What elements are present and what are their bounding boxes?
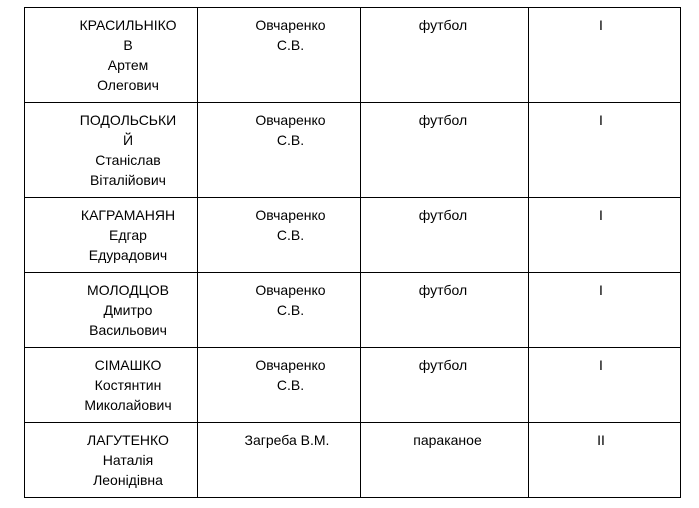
sport-cell — [361, 423, 529, 498]
coach-name-line: С.В. — [276, 132, 305, 148]
sport-cell — [361, 348, 529, 423]
rank-cell — [529, 198, 681, 273]
table-row — [25, 273, 681, 348]
athlete-name-line: КАГРАМАНЯН — [80, 207, 176, 223]
athlete-name-line: Васильович — [89, 322, 167, 338]
athlete-name-cell — [25, 423, 198, 498]
athlete-name-line: МОЛОДЦОВ — [87, 282, 169, 298]
rank-cell — [529, 423, 681, 498]
athlete-name-line: Едурадович — [88, 247, 168, 263]
coach-cell — [198, 273, 361, 348]
rank-label: I — [599, 282, 603, 298]
sport-cell — [361, 8, 529, 103]
table-row — [25, 348, 681, 423]
athlete-name-line: Віталійович — [90, 172, 166, 188]
rank-label: II — [597, 432, 605, 448]
athlete-name-line: КРАСИЛЬНІКО — [79, 17, 177, 33]
coach-name-line: С.В. — [276, 227, 305, 243]
athlete-name-line: Едгар — [109, 227, 147, 243]
athlete-name-line: Костянтин — [94, 377, 162, 393]
athlete-name-cell — [25, 348, 198, 423]
athlete-name-line: Станіслав — [95, 152, 161, 168]
sport-label: футбол — [418, 357, 468, 373]
rank-label: I — [599, 17, 603, 33]
athlete-name-line: ЛАГУТЕНКО — [87, 432, 169, 448]
sport-label: футбол — [418, 282, 468, 298]
coach-cell — [198, 198, 361, 273]
athletes-table — [24, 7, 681, 498]
coach-name-line: Овчаренко — [255, 207, 326, 223]
rank-cell — [529, 103, 681, 198]
athlete-name-line: Миколайович — [84, 397, 172, 413]
athlete-name-cell — [25, 198, 198, 273]
sport-label: футбол — [418, 207, 468, 223]
coach-name-line: Овчаренко — [255, 17, 326, 33]
athlete-name-line: СІМАШКО — [94, 357, 162, 373]
athlete-name-line: Олегович — [97, 77, 159, 93]
athlete-name-line: Дмитро — [103, 302, 153, 318]
athlete-name-cell — [25, 8, 198, 103]
athlete-name-cell — [25, 273, 198, 348]
table-row — [25, 423, 681, 498]
coach-name-line: С.В. — [276, 377, 305, 393]
coach-name-line: Овчаренко — [255, 357, 326, 373]
rank-cell — [529, 273, 681, 348]
coach-cell — [198, 348, 361, 423]
rank-cell — [529, 348, 681, 423]
table-row — [25, 198, 681, 273]
coach-name-line: Овчаренко — [255, 282, 326, 298]
table-row — [25, 103, 681, 198]
coach-cell — [198, 103, 361, 198]
sport-label: футбол — [418, 17, 468, 33]
rank-label: I — [599, 207, 603, 223]
coach-name-line: Овчаренко — [255, 112, 326, 128]
athlete-name-line: Й — [122, 132, 134, 148]
rank-label: I — [599, 112, 603, 128]
sport-label: параканое — [413, 432, 482, 448]
sport-cell — [361, 198, 529, 273]
sport-label: футбол — [418, 112, 468, 128]
rank-cell — [529, 8, 681, 103]
coach-cell — [198, 8, 361, 103]
athlete-name-line: ПОДОЛЬСЬКИ — [79, 112, 177, 128]
coach-name-line: С.В. — [276, 37, 305, 53]
athlete-name-cell — [25, 103, 198, 198]
athlete-name-line: Артем — [107, 57, 149, 73]
coach-name-line: С.В. — [276, 302, 305, 318]
athlete-name-line: В — [123, 37, 133, 53]
sport-cell — [361, 273, 529, 348]
coach-name-line: Загреба В.М. — [244, 432, 330, 448]
athlete-name-line: Леонідівна — [93, 472, 163, 488]
athlete-name-line: Наталія — [102, 452, 154, 468]
sport-cell — [361, 103, 529, 198]
coach-cell — [198, 423, 361, 498]
table-row — [25, 8, 681, 103]
rank-label: I — [599, 357, 603, 373]
